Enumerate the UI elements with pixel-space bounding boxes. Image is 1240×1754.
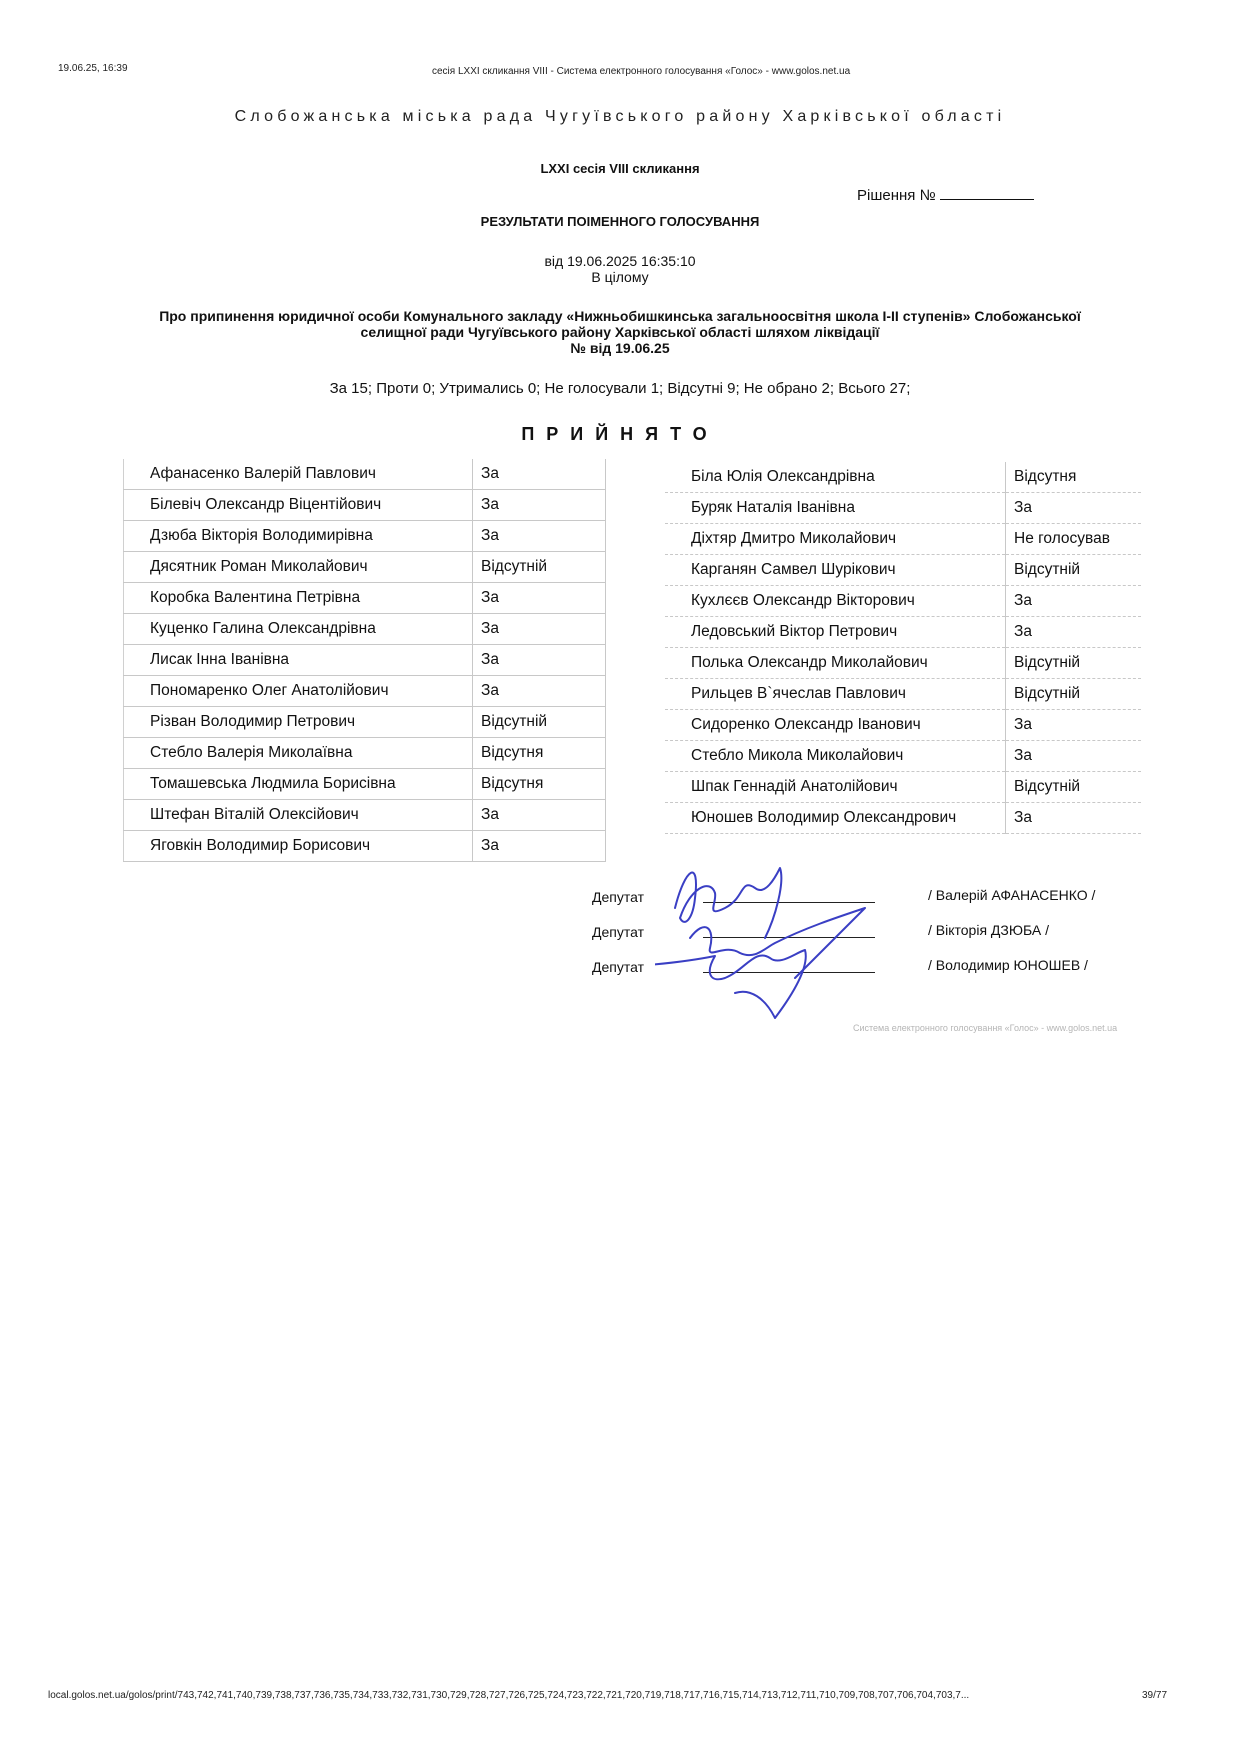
deputy-vote: Відсутня	[1006, 462, 1142, 493]
deputy-name: Кухлєєв Олександр Вікторович	[665, 586, 1006, 617]
session-title: LXXI сесія VIII скликання	[540, 161, 700, 176]
vote-info	[0, 253, 1240, 285]
deputy-name: Білевіч Олександр Віцентійович	[124, 490, 473, 521]
deputy-vote: За	[473, 459, 606, 490]
decision-label: Рішення №	[857, 187, 936, 204]
handwritten-signatures	[655, 848, 935, 1028]
vote-row	[124, 614, 606, 645]
deputy-name: Дзюба Вікторія Володимирівна	[124, 521, 473, 552]
vote-row	[665, 741, 1141, 772]
deputy-name: Ледовський Віктор Петрович	[665, 617, 1006, 648]
vote-row	[665, 555, 1141, 586]
footer-url: local.golos.net.ua/golos/print/743,742,741,740,739,738,737,736,735,734,733,732,731,730,729,728,727,726,725,724,723,722,721,720,719,718,717,716,715,714,713,712,711,710,709,708,707,706,704,703,7...	[48, 1690, 970, 1701]
deputy-vote: За	[1006, 710, 1142, 741]
deputy-name: Біла Юлія Олександрівна	[665, 462, 1006, 493]
deputy-vote: Відсутній	[1006, 772, 1142, 803]
vote-row	[665, 524, 1141, 555]
vote-row	[124, 490, 606, 521]
decision-number	[857, 185, 1034, 204]
deputy-name: Дясятник Роман Миколайович	[124, 552, 473, 583]
deputy-vote: За	[1006, 741, 1142, 772]
vote-row	[124, 459, 606, 490]
deputy-vote: Відсутній	[1006, 648, 1142, 679]
vote-mode: В цілому	[591, 269, 649, 285]
deputy-vote: За	[473, 521, 606, 552]
deputy-name: Пономаренко Олег Анатолійович	[124, 676, 473, 707]
vote-summary: За 15; Проти 0; Утримались 0; Не голосували 1; Відсутні 9; Не обрано 2; Всього 27;	[329, 380, 911, 397]
signature-dzyuba	[690, 908, 865, 978]
deputy-name: Афанасенко Валерій Павлович	[124, 459, 473, 490]
deputy-name: Куценко Галина Олександрівна	[124, 614, 473, 645]
deputy-vote: За	[473, 490, 606, 521]
deputy-name: Діхтяр Дмитро Миколайович	[665, 524, 1006, 555]
vote-row	[124, 645, 606, 676]
deputy-vote: Відсутній	[1006, 555, 1142, 586]
deputy-name: Карганян Самвел Шурікович	[665, 555, 1006, 586]
deputy-vote: За	[473, 614, 606, 645]
vote-row	[124, 583, 606, 614]
deputy-name: Яговкін Володимир Борисович	[124, 831, 473, 862]
deputy-vote: За	[473, 800, 606, 831]
deputy-vote: Відсутня	[473, 769, 606, 800]
deputy-vote: За	[1006, 586, 1142, 617]
signature-role: Депутат	[592, 889, 644, 905]
deputy-vote: Відсутній	[473, 707, 606, 738]
signature-yunoshev	[655, 950, 806, 1018]
vote-row	[665, 772, 1141, 803]
deputy-vote: Відсутня	[473, 738, 606, 769]
page-number: 39/77	[1142, 1690, 1168, 1701]
deputy-name: Коробка Валентина Петрівна	[124, 583, 473, 614]
vote-row	[665, 617, 1141, 648]
deputy-name: Рильцев В`ячеслав Павлович	[665, 679, 1006, 710]
council-name: Слобожанська міська рада Чугуївського району Харківської області	[234, 108, 1006, 125]
deputy-vote: За	[473, 645, 606, 676]
result-accepted: ПРИЙНЯТО	[521, 424, 719, 444]
deputy-vote: За	[473, 676, 606, 707]
deputy-vote: Відсутній	[473, 552, 606, 583]
deputy-name: Томашевська Людмила Борисівна	[124, 769, 473, 800]
vote-row	[665, 648, 1141, 679]
deputy-name: Юношев Володимир Олександрович	[665, 803, 1006, 834]
topic-line: Про припинення юридичної особи Комунального закладу «Нижньобишкинська загальноосвітня школа І-ІІ ступенів» Слобожанської	[159, 308, 1081, 324]
vote-row	[665, 586, 1141, 617]
results-title: РЕЗУЛЬТАТИ ПОІМЕННОГО ГОЛОСУВАННЯ	[480, 214, 760, 229]
topic-line: селищної ради Чугуївського району Харківської області шляхом ліквідації	[360, 324, 880, 340]
deputy-name: Штефан Віталій Олексійович	[124, 800, 473, 831]
header-datetime: 19.06.25, 16:39	[58, 63, 128, 74]
deputy-vote: Не голосував	[1006, 524, 1142, 555]
vote-row	[124, 676, 606, 707]
vote-row	[124, 738, 606, 769]
deputy-vote: За	[473, 831, 606, 862]
deputy-name: Шпак Геннадій Анатолійович	[665, 772, 1006, 803]
deputy-vote: За	[1006, 493, 1142, 524]
signature-name: / Вікторія ДЗЮБА /	[928, 922, 1049, 938]
decision-blank-line	[940, 185, 1034, 200]
deputy-vote: За	[1006, 617, 1142, 648]
left-votes-table	[123, 459, 606, 862]
topic-line: № від 19.06.25	[570, 340, 670, 356]
signature-role: Депутат	[592, 959, 644, 975]
vote-row	[124, 707, 606, 738]
vote-row	[665, 803, 1141, 834]
deputy-name: Стебло Микола Миколайович	[665, 741, 1006, 772]
deputy-name: Різван Володимир Петрович	[124, 707, 473, 738]
right-votes-table	[665, 462, 1141, 834]
vote-row	[124, 831, 606, 862]
deputy-vote: За	[1006, 803, 1142, 834]
footer-system: Система електронного голосування «Голос» - www.golos.net.ua	[853, 1023, 1118, 1033]
signature-afanasenko	[675, 868, 781, 938]
vote-datetime: від 19.06.2025 16:35:10	[544, 253, 696, 269]
deputy-name: Полька Олександр Миколайович	[665, 648, 1006, 679]
signature-name: / Володимир ЮНОШЕВ /	[928, 957, 1088, 973]
vote-row	[124, 769, 606, 800]
signature-name: / Валерій АФАНАСЕНКО /	[928, 887, 1096, 903]
vote-row	[665, 493, 1141, 524]
vote-row	[124, 521, 606, 552]
vote-row	[665, 462, 1141, 493]
vote-row	[124, 800, 606, 831]
vote-row	[665, 710, 1141, 741]
deputy-vote: За	[473, 583, 606, 614]
topic	[95, 308, 1145, 356]
vote-row	[124, 552, 606, 583]
vote-row	[665, 679, 1141, 710]
signature-role: Депутат	[592, 924, 644, 940]
deputy-name: Стебло Валерія Миколаївна	[124, 738, 473, 769]
deputy-vote: Відсутній	[1006, 679, 1142, 710]
deputy-name: Сидоренко Олександр Іванович	[665, 710, 1006, 741]
deputy-name: Лисак Інна Іванівна	[124, 645, 473, 676]
deputy-name: Буряк Наталія Іванівна	[665, 493, 1006, 524]
header-title: сесія LXXI скликання VIII - Система електронного голосування «Голос» - www.golos.net.ua	[432, 66, 851, 77]
